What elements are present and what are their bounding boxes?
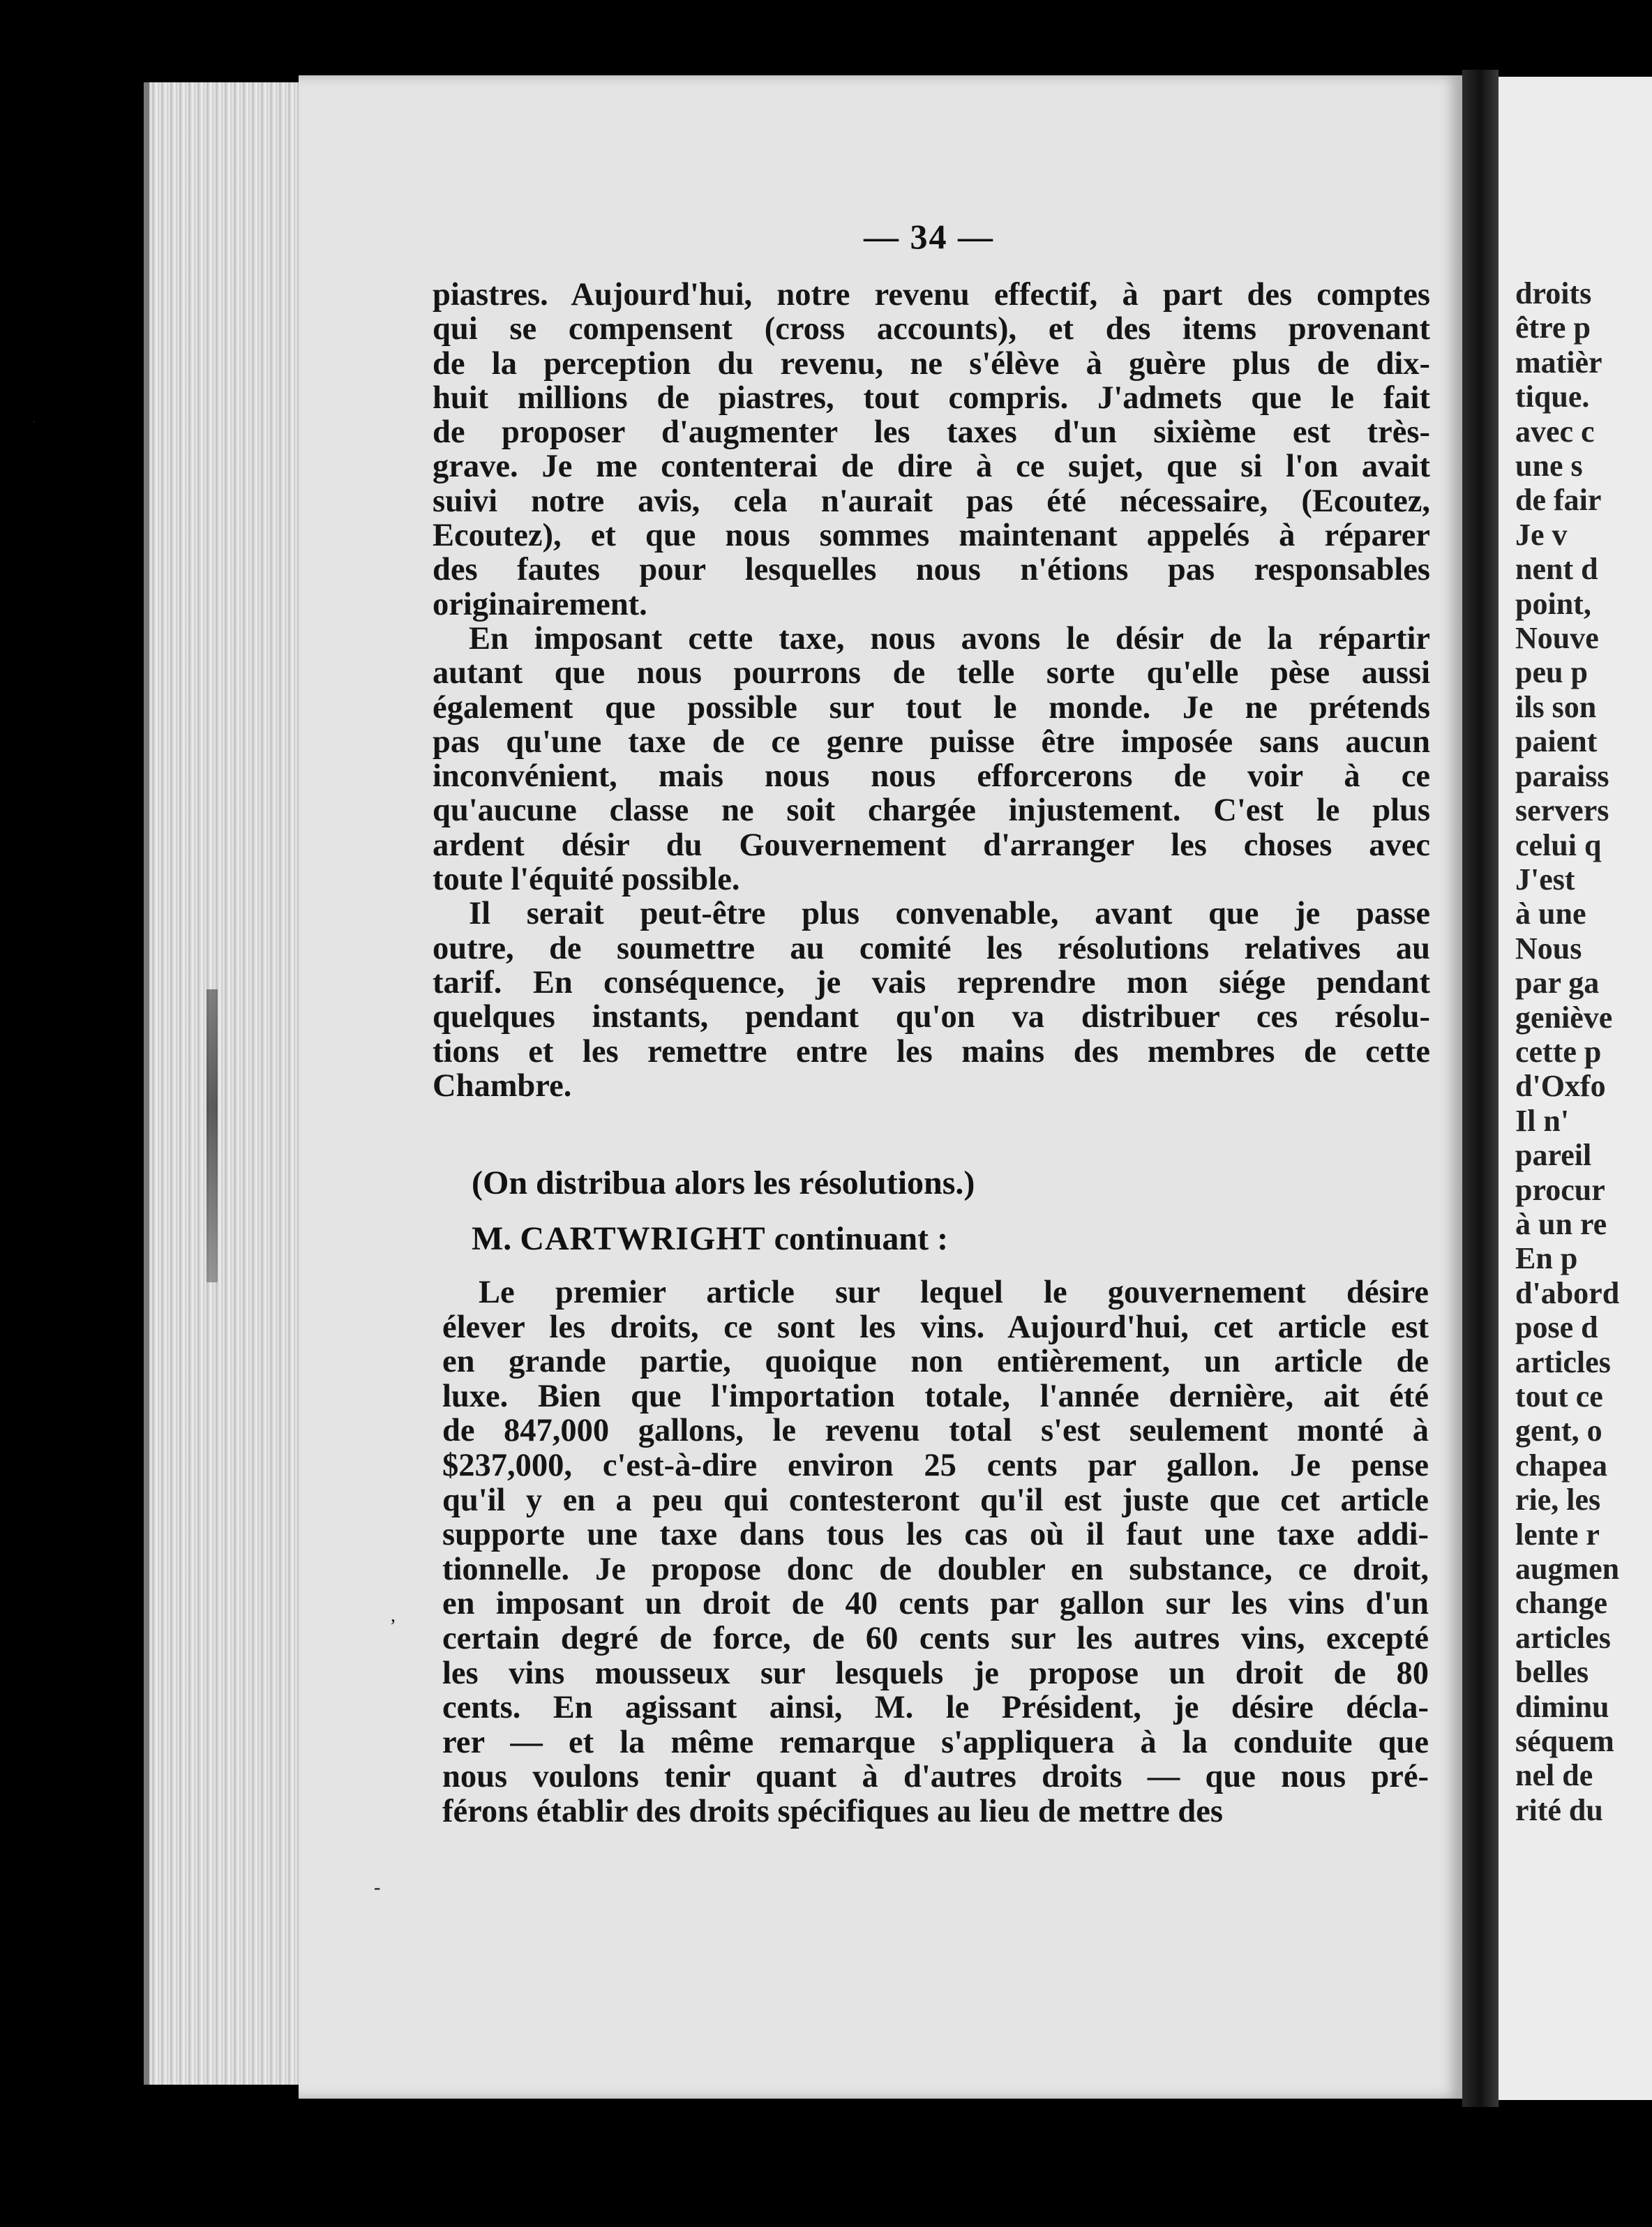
text-line: huit millions de piastres, tout compris. J'admets que le fait [433, 380, 1430, 416]
facing-page-line: par ga [1515, 966, 1600, 1000]
facing-page-line: articles [1515, 1620, 1611, 1655]
speaker-title: M. [472, 1220, 512, 1257]
facing-page [1499, 77, 1652, 2100]
facing-page-line: Je v [1515, 517, 1568, 552]
paragraph [433, 278, 1430, 622]
text-line: en imposant un droit de 40 cents par gallon sur les vins d'un [442, 1586, 1429, 1622]
facing-page-line: augmen [1515, 1552, 1620, 1587]
facing-page-line: En p [1515, 1241, 1578, 1276]
text-line: tionnelle. Je propose donc de doubler en substance, ce droit, [442, 1551, 1429, 1587]
page-number: — 34 — [864, 217, 994, 256]
scan-speck: · [31, 412, 38, 433]
text-line: de proposer d'augmenter les taxes d'un sixième est très- [433, 414, 1430, 451]
facing-page-line: paraiss [1515, 758, 1609, 793]
book-page-edges [144, 82, 304, 2085]
facing-page-line: rie, les [1515, 1483, 1601, 1517]
facing-page-line: être p [1515, 310, 1591, 345]
facing-page-line: J'est [1515, 862, 1575, 897]
facing-page-line: matièr [1515, 345, 1602, 380]
text-line: cents. En agissant ainsi, M. le Président, je désire décla- [442, 1690, 1429, 1726]
facing-page-line: gent, o [1515, 1414, 1602, 1448]
speaker-heading [472, 1220, 948, 1258]
facing-page-line: à une [1515, 897, 1586, 931]
text-line: élever les droits, ce sont les vins. Aujourd'hui, cet article est [442, 1309, 1429, 1345]
text-line: de la perception du revenu, ne s'élève à guère plus de dix- [433, 345, 1430, 382]
text-line: inconvénient, mais nous nous efforcerons de voir à ce [433, 758, 1430, 795]
facing-page-line: Nouve [1515, 621, 1599, 656]
text-line: pas qu'une taxe de ce genre puisse être imposée sans aucun [433, 723, 1430, 760]
facing-page-line: avec c [1515, 414, 1595, 449]
text-line: suivi notre avis, cela n'aurait pas été nécessaire, (Ecoutez, [433, 483, 1430, 519]
text-line: quelques instants, pendant qu'on va distribuer ces résolu- [433, 999, 1430, 1035]
text-line: En imposant cette taxe, nous avons le désir de la répartir [469, 620, 1430, 657]
facing-page-line: celui q [1515, 827, 1602, 862]
paragraph [433, 897, 1430, 1103]
text-line: supporte une taxe dans tous les cas où il faut une taxe addi- [442, 1517, 1429, 1553]
facing-page-line: pareil [1515, 1138, 1592, 1173]
text-line: $237,000, c'est-à-dire environ 25 cents par gallon. Je pense [442, 1447, 1429, 1483]
facing-page-line: tique. [1515, 380, 1590, 414]
facing-page-line: paient [1515, 724, 1598, 759]
text-line: en grande partie, quoique non entièrement, un article de [442, 1344, 1429, 1380]
facing-page-line: ils son [1515, 689, 1597, 724]
text-line: Chambre. [433, 1067, 572, 1104]
final-paragraph [442, 1275, 1429, 1829]
facing-page-line: nent d [1515, 552, 1598, 587]
book-gutter [1462, 70, 1499, 2107]
text-line: outre, de soumettre au comité les résolutions relatives au [433, 930, 1430, 966]
scan-speck: , [391, 1605, 396, 1626]
facing-page-line: point, [1515, 586, 1591, 621]
facing-page-line: de fair [1515, 483, 1602, 518]
facing-page-line: servers [1515, 793, 1609, 828]
text-line: ardent désir du Gouvernement d'arranger les choses avec [433, 827, 1430, 863]
text-line: rer — et la même remarque s'appliquera à la conduite que [442, 1724, 1429, 1760]
text-line: grave. Je me contenterai de dire à ce sujet, que si l'on avait [433, 449, 1430, 485]
facing-page-line: change [1515, 1586, 1607, 1621]
facing-page-line: pose d [1515, 1310, 1598, 1345]
text-line: Il serait peut-être plus convenable, avant que je passe [469, 896, 1430, 932]
text-line: qui se compensent (cross accounts), et des items provenant [433, 311, 1430, 347]
text-line: qu'aucune classe ne soit chargée injustement. C'est le plus [433, 793, 1430, 829]
facing-page-line: diminu [1515, 1689, 1609, 1724]
text-line: tarif. En conséquence, je vais reprendre mon siége pendant [433, 964, 1430, 1000]
facing-page-line: une s [1515, 449, 1583, 483]
facing-page-line: peu p [1515, 655, 1588, 690]
stage-note: (On distribua alors les résolutions.) [472, 1164, 975, 1201]
facing-page-line: d'Oxfo [1515, 1069, 1606, 1104]
text-line: qu'il y en a peu qui contesteront qu'il est juste que cet article [442, 1482, 1429, 1518]
speaker-action: continuant : [774, 1220, 949, 1257]
facing-page-line: droits [1515, 276, 1592, 310]
facing-page-line: geniève [1515, 1000, 1613, 1035]
facing-page-line: rité du [1515, 1792, 1603, 1827]
facing-page-line: séquem [1515, 1724, 1614, 1759]
facing-page-line: nel de [1515, 1758, 1593, 1793]
paragraph [433, 622, 1430, 897]
facing-page-text [1515, 276, 1619, 1827]
text-line: de 847,000 gallons, le revenu total s'est seulement monté à [442, 1413, 1429, 1449]
speaker-name: CARTWRIGHT [520, 1220, 766, 1257]
scan-speck: - [374, 1877, 381, 1898]
text-line: nous voulons tenir quant à d'autres droits — que nous pré- [442, 1759, 1429, 1795]
facing-page-line: belles [1515, 1655, 1589, 1690]
text-line: des fautes pour lesquelles nous n'étions pas responsables [433, 552, 1430, 588]
text-line: également que possible sur tout le monde. Je ne prétends [433, 689, 1430, 726]
facing-page-line: cette p [1515, 1034, 1602, 1069]
text-line: piastres. Aujourd'hui, notre revenu effectif, à part des comptes [433, 277, 1430, 313]
text-line: certain degré de force, de 60 cents sur les autres vins, excepté [442, 1620, 1429, 1656]
facing-page-line: chapea [1515, 1448, 1607, 1483]
facing-page-line: à un re [1515, 1206, 1607, 1241]
page-body-text [433, 278, 1430, 1103]
text-line: les vins mousseux sur lesquels je propose un droit de 80 [442, 1655, 1429, 1691]
text-line: originairement. [433, 586, 647, 622]
text-line: tions et les remettre entre les mains des membres de cette [433, 1033, 1430, 1070]
text-line: Ecoutez), et que nous sommes maintenant appelés à réparer [433, 518, 1430, 554]
facing-page-line: Nous [1515, 931, 1582, 966]
facing-page-line: Il n' [1515, 1103, 1570, 1138]
text-line: férons établir des droits spécifiques au lieu de mettre des [442, 1793, 1223, 1829]
facing-page-line: procur [1515, 1172, 1605, 1207]
facing-page-line: d'abord [1515, 1275, 1620, 1310]
text-line: luxe. Bien que l'importation totale, l'année dernière, ait été [442, 1378, 1429, 1414]
text-line: autant que nous pourrons de telle sorte qu'elle pèse aussi [433, 655, 1430, 691]
facing-page-line: articles [1515, 1344, 1611, 1379]
facing-page-line: lente r [1515, 1517, 1600, 1552]
text-line: toute l'équité possible. [433, 862, 740, 898]
facing-page-line: tout ce [1515, 1379, 1603, 1414]
text-line: Le premier article sur lequel le gouvernement désire [479, 1275, 1429, 1310]
